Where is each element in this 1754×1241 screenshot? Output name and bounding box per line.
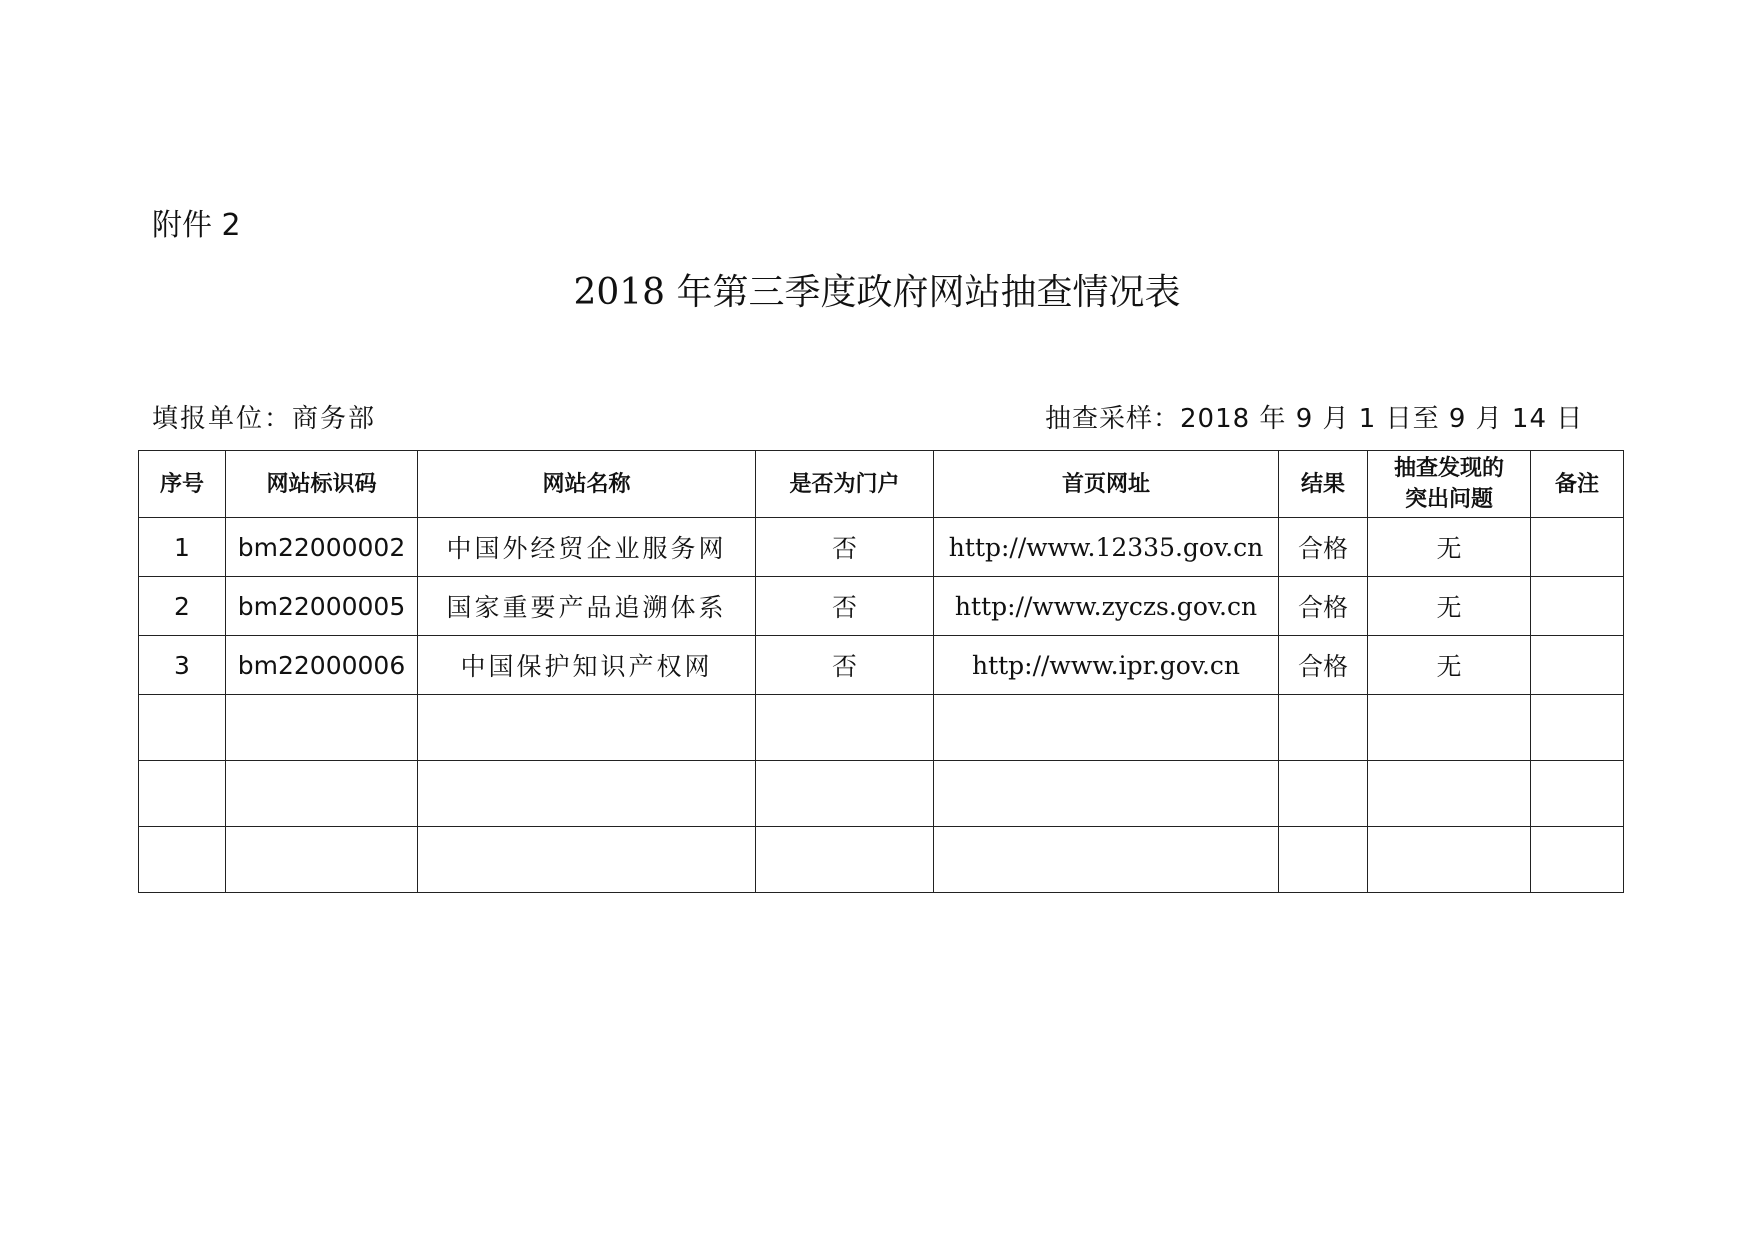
header-site-code: 网站标识码 — [226, 451, 418, 518]
empty-row — [139, 695, 1624, 761]
table-row — [139, 518, 1624, 577]
empty-cell — [1279, 695, 1368, 761]
cell-remarks — [1531, 518, 1624, 577]
filing-unit: 填报单位：商务部 — [152, 404, 377, 434]
inspection-table — [138, 450, 1624, 893]
empty-cell — [418, 827, 756, 893]
cell-is-portal: 否 — [756, 518, 934, 577]
header-is-portal: 是否为门户 — [756, 451, 934, 518]
attachment-label: 附件 2 — [152, 208, 241, 243]
empty-cell — [1531, 827, 1624, 893]
table-row — [139, 577, 1624, 636]
empty-cell — [934, 827, 1279, 893]
empty-cell — [756, 695, 934, 761]
cell-no: 3 — [139, 636, 226, 695]
cell-homepage-url: http://www.ipr.gov.cn — [934, 636, 1279, 695]
cell-issues: 无 — [1368, 518, 1531, 577]
cell-homepage-url: http://www.zyczs.gov.cn — [934, 577, 1279, 636]
empty-cell — [934, 695, 1279, 761]
empty-row — [139, 761, 1624, 827]
cell-result: 合格 — [1279, 518, 1368, 577]
header-homepage-url: 首页网址 — [934, 451, 1279, 518]
empty-cell — [139, 695, 226, 761]
header-remarks: 备注 — [1531, 451, 1624, 518]
table-header-row — [139, 451, 1624, 518]
cell-remarks — [1531, 636, 1624, 695]
empty-cell — [418, 695, 756, 761]
empty-cell — [1368, 827, 1531, 893]
header-site-name: 网站名称 — [418, 451, 756, 518]
sampling-period: 抽查采样：2018 年 9 月 1 日至 9 月 14 日 — [1045, 404, 1584, 434]
cell-is-portal: 否 — [756, 577, 934, 636]
empty-cell — [226, 695, 418, 761]
cell-remarks — [1531, 577, 1624, 636]
empty-cell — [139, 761, 226, 827]
cell-homepage-url: http://www.12335.gov.cn — [934, 518, 1279, 577]
cell-result: 合格 — [1279, 636, 1368, 695]
empty-cell — [226, 827, 418, 893]
header-result: 结果 — [1279, 451, 1368, 518]
cell-site-code: bm22000002 — [226, 518, 418, 577]
header-no: 序号 — [139, 451, 226, 518]
empty-cell — [756, 827, 934, 893]
header-issues: 抽查发现的突出问题 — [1368, 451, 1531, 518]
empty-cell — [1531, 761, 1624, 827]
empty-cell — [1368, 761, 1531, 827]
empty-row — [139, 827, 1624, 893]
cell-site-code: bm22000005 — [226, 577, 418, 636]
empty-cell — [1279, 827, 1368, 893]
page-title: 2018 年第三季度政府网站抽查情况表 — [573, 272, 1181, 313]
empty-cell — [1279, 761, 1368, 827]
cell-no: 2 — [139, 577, 226, 636]
cell-site-name: 国家重要产品追溯体系 — [418, 577, 756, 636]
empty-cell — [418, 761, 756, 827]
empty-cell — [1368, 695, 1531, 761]
empty-cell — [934, 761, 1279, 827]
table-row — [139, 636, 1624, 695]
cell-is-portal: 否 — [756, 636, 934, 695]
cell-site-name: 中国外经贸企业服务网 — [418, 518, 756, 577]
cell-result: 合格 — [1279, 577, 1368, 636]
cell-issues: 无 — [1368, 636, 1531, 695]
cell-issues: 无 — [1368, 577, 1531, 636]
cell-site-code: bm22000006 — [226, 636, 418, 695]
empty-cell — [756, 761, 934, 827]
empty-cell — [226, 761, 418, 827]
cell-site-name: 中国保护知识产权网 — [418, 636, 756, 695]
cell-no: 1 — [139, 518, 226, 577]
empty-cell — [1531, 695, 1624, 761]
empty-cell — [139, 827, 226, 893]
